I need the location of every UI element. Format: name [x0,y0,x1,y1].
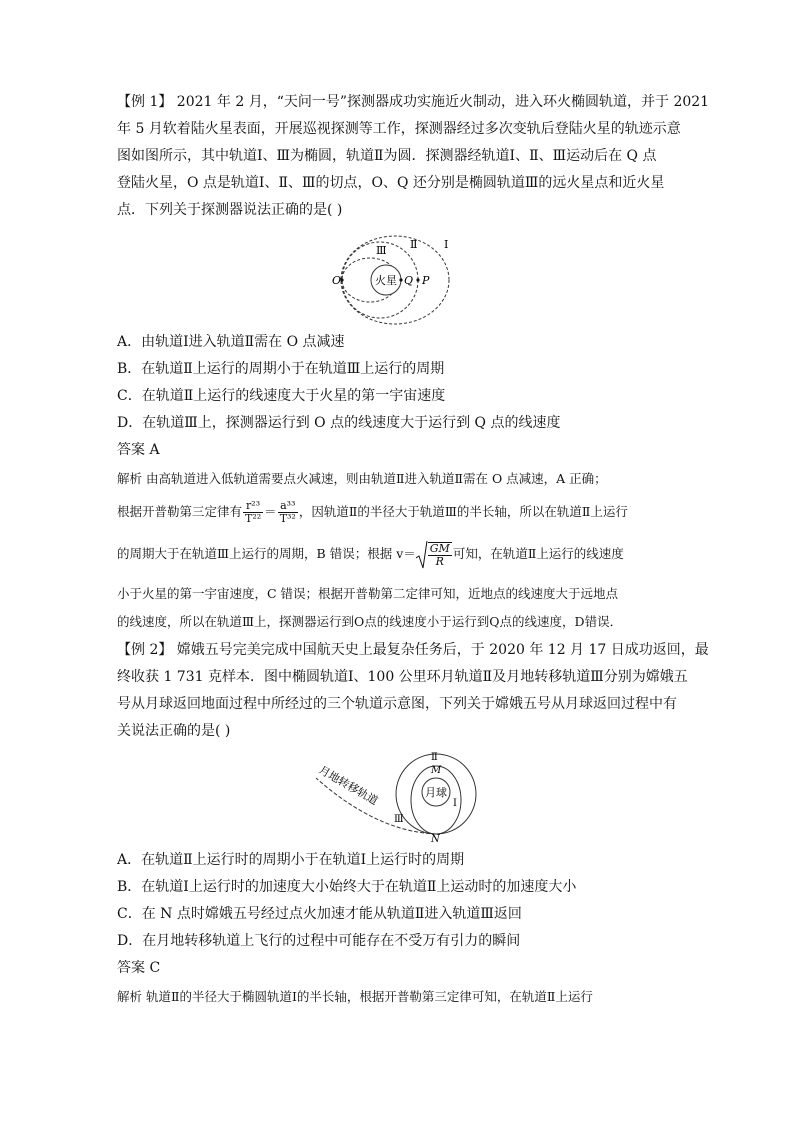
equals-sign: ＝ [264,504,277,519]
ex2-question-line-2: 终收获 1 731 克样本．图中椭圆轨道Ⅰ、100 公里环月轨道Ⅱ及月地转移轨道Ⅲ分别为嫦娥五 [117,669,688,685]
kepler-fraction-2-num: a³³ [278,500,298,513]
label-I-moon: Ⅰ [453,798,457,809]
ex1-analysis-line-5: 的线速度，所以在轨道Ⅲ上，探测器运行到O点的线速度小于运行到Q点的线速度，D错误． [117,614,623,629]
ex1-analysis-line-3 [117,538,624,571]
ex1-option-d: D．在轨道Ⅲ上，探测器运行到 O 点的线速度大于运行到 Q 点的线速度 [117,415,561,431]
ex1-question-line-2: 年 5 月软着陆火星表面，开展巡视探测等工作，探测器经过多次变轨后登陆火星的轨迹示意 [117,121,681,137]
ex2-question-line-4: 关说法正确的是( ) [117,723,231,739]
ex1-question-line-3: 图如图所示，其中轨道Ⅰ、Ⅲ为椭圆，轨道Ⅱ为圆．探测器经轨道Ⅰ、Ⅱ、Ⅲ运动后在 Q 点 [117,148,657,164]
ex1-option-c: C．在轨道Ⅱ上运行的线速度大于火星的第一宇宙速度 [117,388,446,404]
ex2-analysis-line-1: 解析 轨道Ⅱ的半径大于椭圆轨道Ⅰ的半长轴，根据开普勒第三定律可知，在轨道Ⅱ上运行 [117,989,593,1004]
label-II-moon: Ⅱ [431,752,438,763]
ex1-analysis-line-4: 小于火星的第一宇宙速度，C 错误；根据开普勒第二定律可知，近地点的线速度大于远地点 [117,586,619,601]
kepler-fraction-1-num: r²³ [243,500,263,513]
ex2-question-line-3: 号从月球返回地面过程中所经过的三个轨道示意图，下列关于嫦娥五号从月球返回过程中有 [117,696,677,712]
sqrt-fraction-num: GM [429,542,450,555]
kepler-fraction-1-den: T²² [245,512,262,525]
ex2-option-d: D．在月地转移轨道上飞行的过程中可能存在不受万有引力的瞬间 [117,933,521,949]
ex2-question-line-1: 【例 2】 嫦娥五号完美完成中国航天史上最复杂任务后，于 2020 年 12 月 17 日成功返回，最 [117,642,709,658]
ex1-analysis-line-1: 解析 由高轨道进入低轨道需要点火减速，则由轨道Ⅱ进入轨道Ⅱ需在 O 点减速，A 正确； [117,471,607,486]
kepler-fraction-2 [278,500,298,525]
label-I: Ⅰ [444,238,449,251]
mars-label: 火星 [375,274,397,287]
mars-orbit-figure [332,234,462,330]
ex1-analysis-line-2-pre: 根据开普勒第三定律有 [117,504,243,519]
transfer-orbit-path [316,778,436,834]
ex1-question-line-5: 点．下列关于探测器说法正确的是( ) [117,202,343,218]
ex1-option-b: B．在轨道Ⅱ上运行的周期小于在轨道Ⅲ上运行的周期 [117,361,445,377]
label-III-moon: Ⅲ [394,814,404,825]
sqrt-fraction [428,542,452,568]
sqrt-expression [416,539,453,571]
label-transfer: 月地转移轨道 [316,763,381,808]
point-P-dot [416,278,419,281]
ex2-answer: 答案 C [117,960,161,976]
label-M: M [431,765,442,776]
ex1-question-line-1: 【例 1】 2021 年 2 月，“天问一号”探测器成功实施近火制动，进入环火椭圆轨道，并于 2021 [117,94,710,110]
ex1-answer: 答案 A [117,442,160,458]
ex1-question-line-4: 登陆火星，O 点是轨道Ⅰ、Ⅱ、Ⅲ的切点，O、Q 还分别是椭圆轨道Ⅲ的远火星点和近火星 [117,175,665,191]
label-O: O [332,274,342,287]
radical-sign [416,540,428,570]
ex2-option-b: B．在轨道Ⅰ上运行时的加速度大小始终大于在轨道Ⅱ上运动时的加速度大小 [117,879,577,895]
ex1-analysis-line-3-pre: 的周期大于在轨道Ⅲ上运行的周期，B 错误；根据 v＝ [117,546,416,561]
label-III: Ⅲ [376,244,387,257]
kepler-fraction-2-den: T³² [279,512,296,525]
label-Q: Q [404,274,414,287]
label-II: Ⅱ [410,238,418,251]
label-N: N [431,834,440,844]
ex1-analysis-line-2-post: ，因轨道Ⅱ的半径大于轨道Ⅲ的半长轴，所以在轨道Ⅱ上运行 [298,504,628,519]
ex2-option-c: C．在 N 点时嫦娥五号经过点火加速才能从轨道Ⅱ进入轨道Ⅲ返回 [117,906,522,922]
moon-label: 月球 [425,786,447,799]
moon-orbit-figure [310,748,488,844]
ex2-option-a: A．在轨道Ⅱ上运行时的周期小于在轨道Ⅰ上运行时的周期 [117,852,465,868]
ex1-analysis-line-3-post: 可知，在轨道Ⅱ上运行的线速度 [452,546,624,561]
point-Q-dot [399,278,402,281]
ex1-option-a: A．由轨道Ⅰ进入轨道Ⅱ需在 O 点减速 [117,334,345,350]
label-P: P [422,274,430,287]
kepler-fraction-1 [243,500,263,525]
ex1-analysis-line-2 [117,497,628,527]
sqrt-fraction-den: R [435,555,444,568]
